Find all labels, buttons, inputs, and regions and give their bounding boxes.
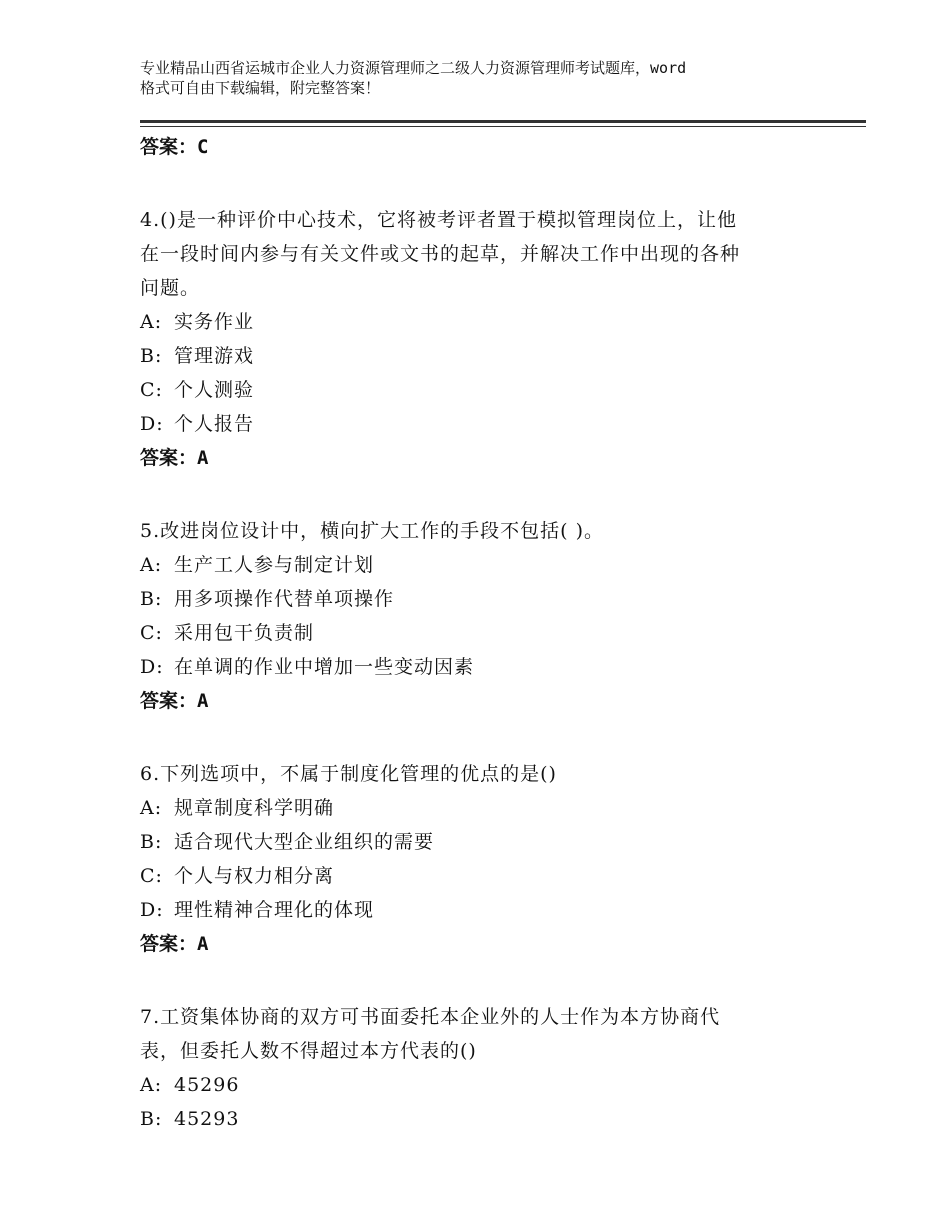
option-key: B: (140, 345, 163, 367)
answer (140, 927, 800, 961)
question-stem-line: 表，但委托人数不得超过本方代表的() (140, 1040, 477, 1062)
question-7 (140, 1000, 800, 1136)
option-text: 个人报告 (174, 413, 255, 435)
option-text: 生产工人参与制定计划 (174, 554, 375, 576)
header-line-1: 专业精品山西省运城市企业人力资源管理师之二级人力资源管理师考试题库，word (140, 59, 687, 77)
option-a (140, 548, 800, 582)
option-key: C: (140, 622, 163, 644)
option-text: 45293 (174, 1108, 240, 1130)
answer (140, 441, 800, 475)
answer-value: A (197, 933, 209, 955)
option-b (140, 1102, 800, 1136)
option-a (140, 1068, 800, 1102)
option-key: C: (140, 379, 163, 401)
question-stem-line: 4.()是一种评价中心技术，它将被考评者置于模拟管理岗位上，让他 (140, 209, 737, 231)
option-text: 在单调的作业中增加一些变动因素 (174, 656, 475, 678)
option-b (140, 825, 800, 859)
question-list (140, 130, 800, 1136)
answer-label: 答案： (140, 447, 198, 469)
option-text: 实务作业 (174, 311, 255, 333)
header-rule-thick (140, 120, 866, 123)
question-4 (140, 203, 800, 475)
question-stem-line: 在一段时间内参与有关文件或文书的起草，并解决工作中出现的各种 (140, 243, 741, 265)
option-d (140, 650, 800, 684)
answer-label: 答案： (140, 136, 198, 158)
answer (140, 684, 800, 718)
header-rule-thin (140, 126, 866, 127)
question-6 (140, 757, 800, 961)
option-key: D: (140, 656, 164, 678)
option-key: A: (140, 797, 163, 819)
option-key: C: (140, 865, 163, 887)
option-key: B: (140, 588, 163, 610)
question-stem-line: 5.改进岗位设计中，横向扩大工作的手段不包括( )。 (140, 520, 604, 542)
option-b (140, 582, 800, 616)
option-text: 个人测验 (174, 379, 255, 401)
option-d (140, 893, 800, 927)
option-text: 理性精神合理化的体现 (174, 899, 375, 921)
option-key: A: (140, 554, 163, 576)
question-5 (140, 514, 800, 718)
option-c (140, 373, 800, 407)
question-stem-line: 7.工资集体协商的双方可书面委托本企业外的人士作为本方协商代 (140, 1006, 721, 1028)
answer-label: 答案： (140, 933, 198, 955)
option-key: B: (140, 1108, 163, 1130)
header-line-2: 格式可自由下载编辑，附完整答案！ (140, 79, 381, 97)
option-text: 适合现代大型企业组织的需要 (174, 831, 435, 853)
option-text: 管理游戏 (174, 345, 255, 367)
option-text: 45296 (174, 1074, 240, 1096)
option-text: 采用包干负责制 (174, 622, 315, 644)
option-b (140, 339, 800, 373)
option-c (140, 859, 800, 893)
answer-label: 答案： (140, 690, 198, 712)
option-key: B: (140, 831, 163, 853)
option-a (140, 791, 800, 825)
option-c (140, 616, 800, 650)
answer-value: A (197, 447, 209, 469)
option-text: 用多项操作代替单项操作 (174, 588, 395, 610)
question-stem-line: 问题。 (140, 277, 201, 299)
answer-value: C (197, 136, 209, 158)
option-key: D: (140, 413, 164, 435)
option-d (140, 407, 800, 441)
option-a (140, 305, 800, 339)
option-key: A: (140, 1074, 163, 1096)
answer-prev (140, 130, 800, 164)
document-header (140, 58, 840, 98)
option-key: D: (140, 899, 164, 921)
question-stem-line: 6.下列选项中，不属于制度化管理的优点的是() (140, 763, 557, 785)
answer-value: A (197, 690, 209, 712)
option-key: A: (140, 311, 163, 333)
option-text: 个人与权力相分离 (174, 865, 335, 887)
option-text: 规章制度科学明确 (174, 797, 335, 819)
